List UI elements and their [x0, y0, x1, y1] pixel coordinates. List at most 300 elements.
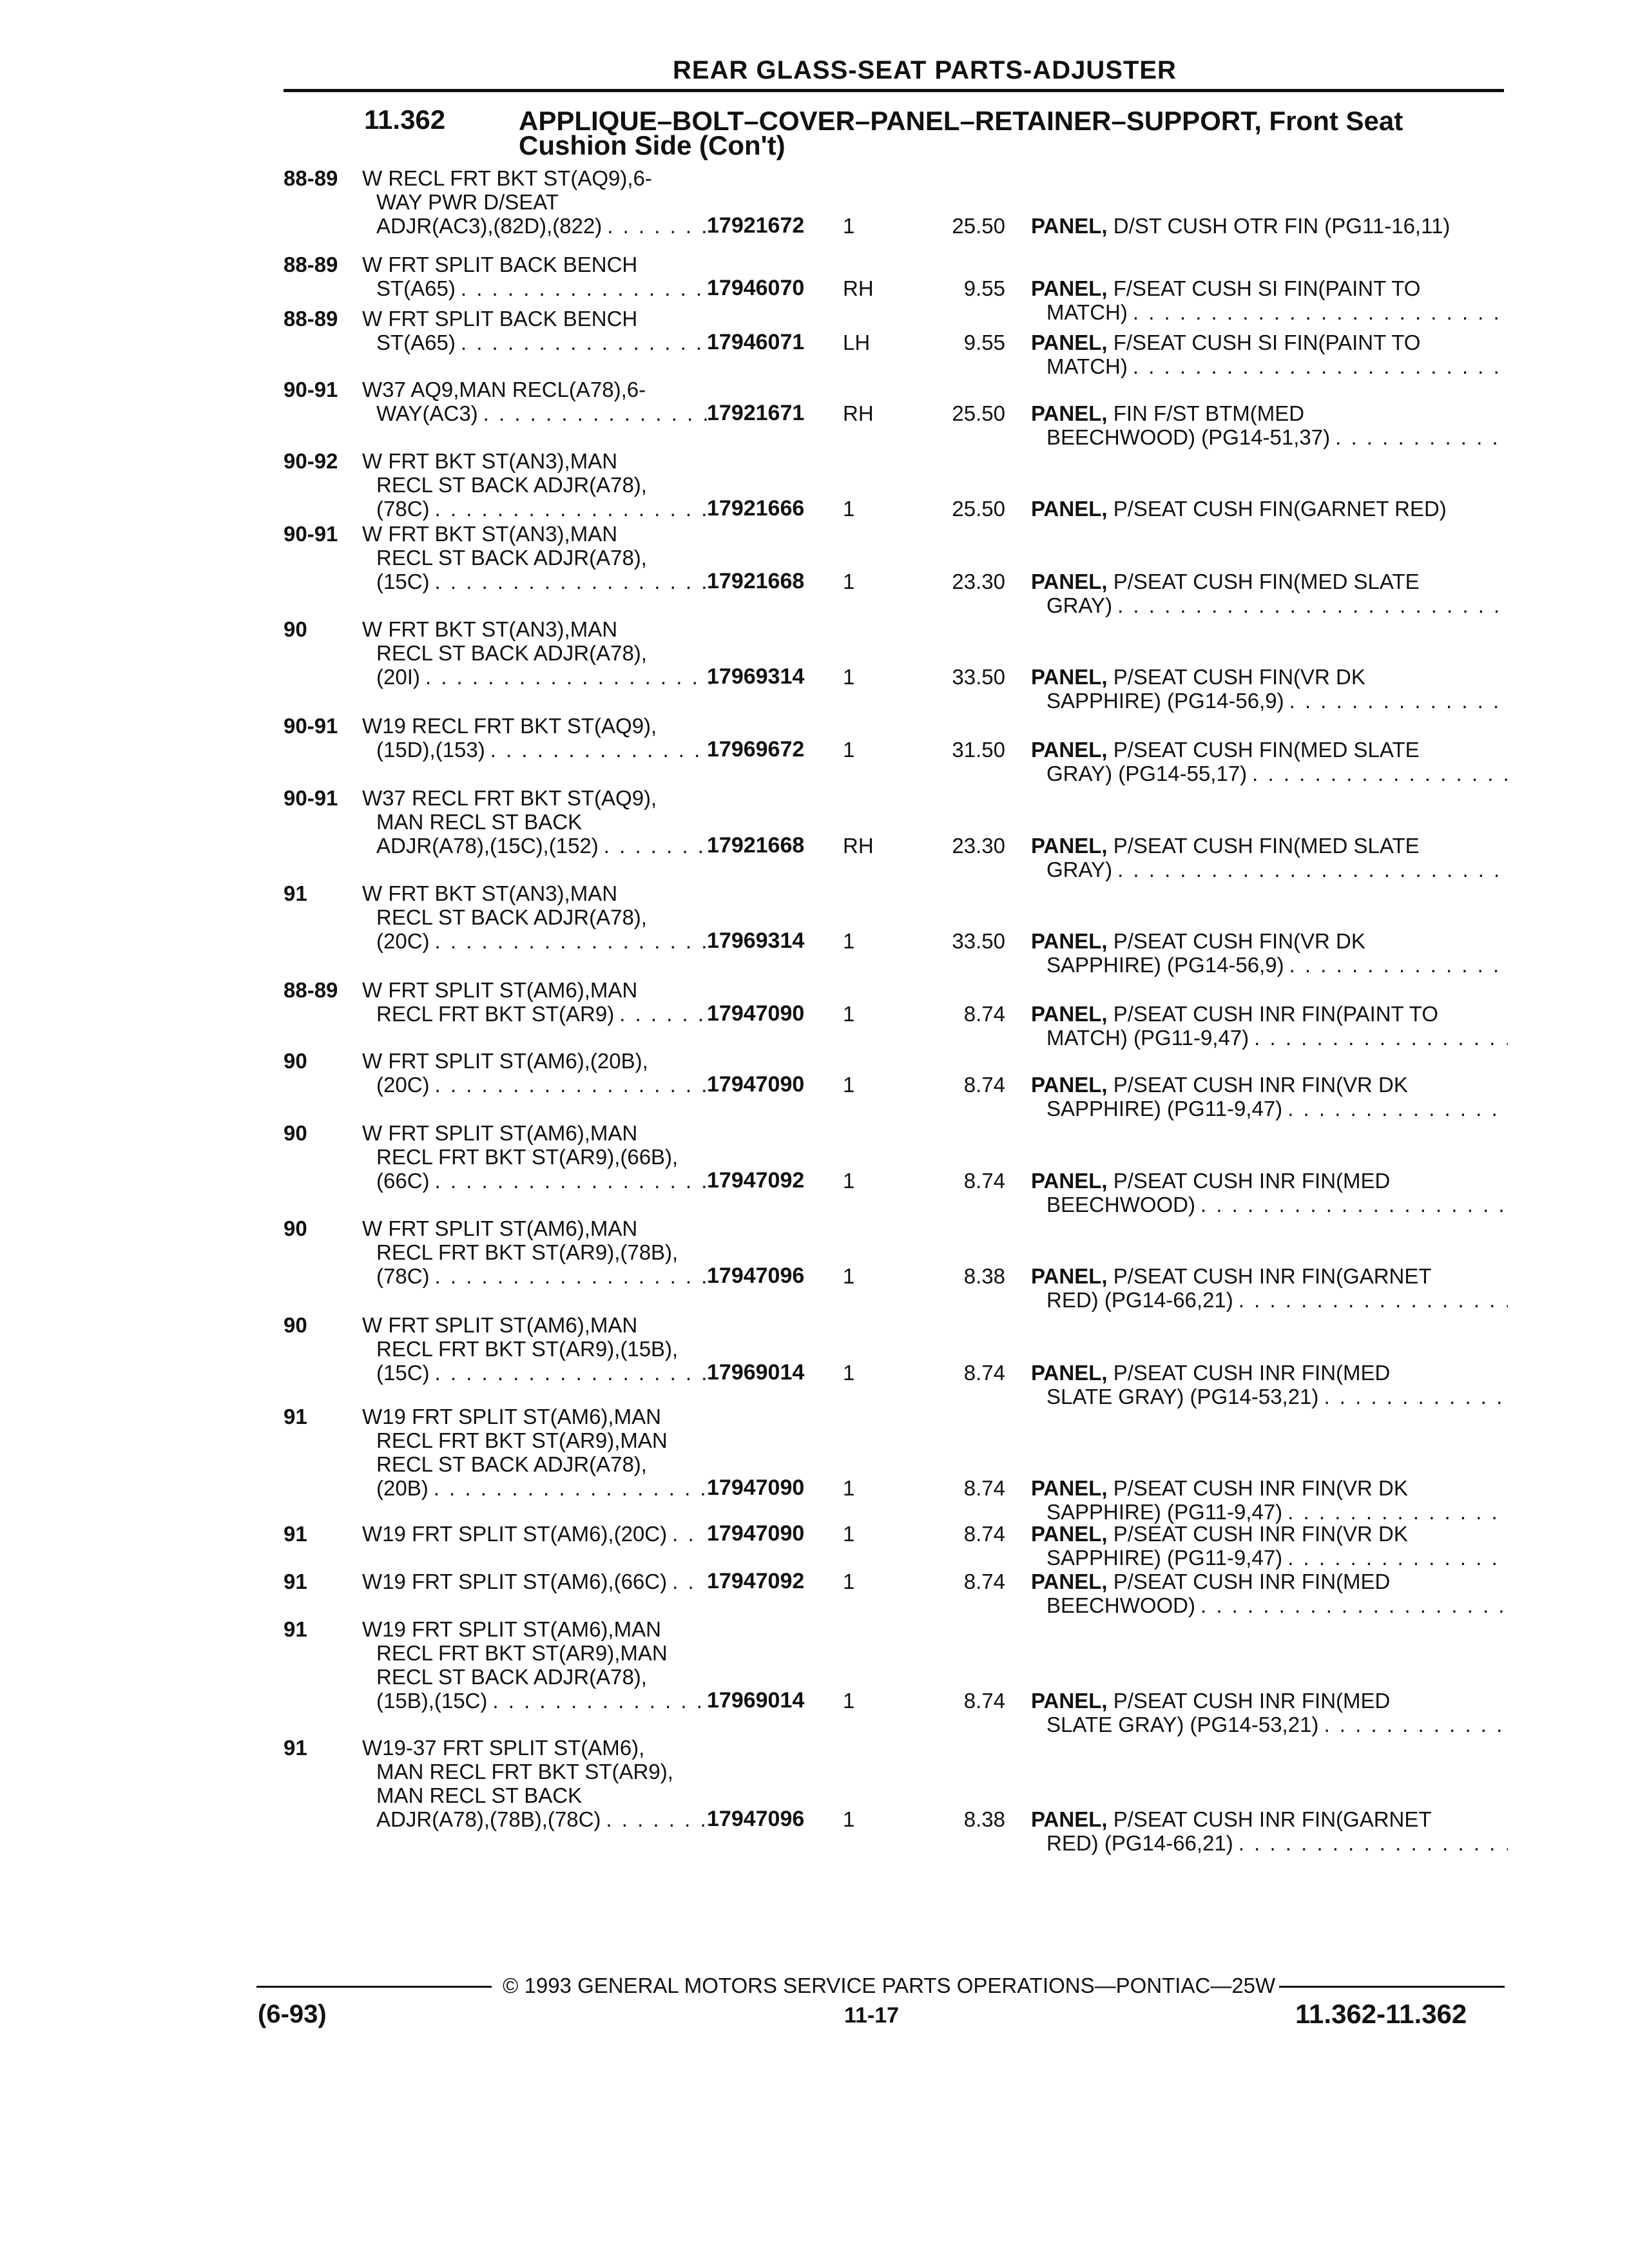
part-name-keyword: PANEL, [1031, 497, 1108, 521]
entry-years: 90-91 [284, 786, 338, 810]
entry-years: 90 [284, 617, 307, 641]
entry-years: 88-89 [284, 978, 338, 1002]
part-name-keyword: PANEL, [1031, 834, 1108, 858]
entry-years: 90-91 [284, 522, 338, 546]
quantity: 1 [843, 570, 855, 593]
part-name-text: SAPPHIRE) (PG14-56,9) [1046, 689, 1284, 713]
part-name-line [1031, 1831, 1508, 1855]
description-text: ST(A65) [376, 276, 456, 300]
dot-leader [1239, 1831, 1508, 1855]
part-name-text: F/SEAT CUSH SI FIN(PAINT TO [1113, 276, 1421, 300]
entry-years: 90-92 [284, 449, 338, 473]
part-name [1031, 1570, 1508, 1617]
part-name [1031, 929, 1508, 977]
entry-description [362, 1570, 697, 1593]
quantity: 1 [843, 1169, 855, 1193]
section-title-continued: Cushion Side (Con't) [519, 130, 786, 160]
part-name-text: RED) (PG14-66,21) [1046, 1831, 1233, 1855]
section-number: 11.362 [364, 104, 446, 135]
description-line [362, 1476, 711, 1500]
part-name [1031, 401, 1508, 449]
part-name-keyword: PANEL, [1031, 1476, 1108, 1500]
price: 8.74 [963, 1570, 1005, 1593]
part-name-keyword: PANEL, [1031, 1002, 1108, 1026]
dot-leader [1289, 953, 1508, 977]
dot-leader [483, 401, 711, 425]
description-line: W FRT SPLIT ST(AM6),MAN [362, 978, 638, 1002]
price: 25.50 [952, 214, 1005, 238]
price: 25.50 [952, 401, 1005, 425]
description-text: W19 FRT SPLIT ST(AM6),(20C) [362, 1522, 668, 1546]
dot-leader [1133, 300, 1508, 324]
part-name-keyword: PANEL, [1031, 738, 1108, 762]
description-line: W FRT BKT ST(AN3),MAN [362, 617, 618, 641]
entry-description [362, 978, 697, 1026]
entry-description [362, 786, 697, 858]
footer-rule-right [1279, 1986, 1505, 1988]
dot-leader [1254, 1026, 1508, 1050]
part-name-line [1031, 1807, 1508, 1831]
description-line: RECL ST BACK ADJR(A78), [376, 473, 647, 497]
description-line: W FRT SPLIT ST(AM6),MAN [362, 1313, 638, 1337]
part-name-text: P/SEAT CUSH INR FIN(PAINT TO [1113, 1002, 1438, 1026]
quantity: 1 [843, 665, 855, 689]
description-line: W FRT BKT ST(AN3),MAN [362, 449, 618, 473]
quantity: 1 [843, 497, 855, 521]
part-name-text: GRAY) [1046, 593, 1113, 617]
description-text: (20I) [376, 665, 420, 689]
part-name-line [1031, 1713, 1508, 1736]
part-name-text: D/ST CUSH OTR FIN (PG11-16,11) [1113, 214, 1451, 238]
part-name-line [1031, 1002, 1508, 1026]
description-line [362, 1361, 711, 1385]
dot-leader [1200, 1593, 1508, 1617]
part-name-keyword: PANEL, [1031, 570, 1108, 593]
part-name-line [1031, 497, 1508, 521]
description-line: W FRT SPLIT BACK BENCH [362, 253, 638, 276]
part-name-keyword: PANEL, [1031, 1073, 1108, 1097]
description-line: RECL FRT BKT ST(AR9),MAN [376, 1428, 668, 1452]
description-text: ST(A65) [376, 331, 456, 354]
part-name [1031, 1522, 1508, 1570]
entry-years: 91 [284, 1522, 307, 1546]
description-line: W FRT BKT ST(AN3),MAN [362, 881, 618, 905]
entry-years: 91 [284, 1617, 307, 1641]
header-rule [284, 89, 1504, 92]
description-line: RECL FRT BKT ST(AR9),(78B), [376, 1240, 679, 1264]
price: 8.74 [963, 1689, 1005, 1713]
part-name [1031, 1807, 1508, 1855]
quantity: 1 [843, 1264, 855, 1288]
dot-leader [1324, 1713, 1508, 1736]
part-name-text: P/SEAT CUSH INR FIN(GARNET [1113, 1807, 1432, 1831]
part-name-line [1031, 354, 1508, 378]
part-name-line [1031, 1097, 1508, 1120]
quantity: 1 [843, 1073, 855, 1097]
part-name-line [1031, 1073, 1508, 1097]
entry-description [362, 1049, 697, 1097]
part-name [1031, 570, 1508, 617]
description-line [362, 1522, 697, 1546]
part-number: 17969314 [707, 664, 805, 689]
description-text: (15C) [376, 1361, 430, 1385]
description-text: (15C) [376, 570, 430, 593]
part-name-line [1031, 858, 1508, 881]
price: 8.38 [963, 1264, 1005, 1288]
part-name-line [1031, 1500, 1508, 1524]
quantity: RH [843, 276, 874, 300]
part-name [1031, 1361, 1508, 1408]
description-text: ADJR(A78),(78B),(78C) [376, 1807, 601, 1831]
description-line: MAN RECL ST BACK [376, 810, 583, 834]
part-name [1031, 834, 1508, 881]
price: 8.74 [963, 1002, 1005, 1026]
price: 8.74 [963, 1361, 1005, 1385]
dot-leader [492, 1689, 711, 1713]
dot-leader [1287, 1500, 1508, 1524]
entry-description [362, 253, 697, 300]
quantity: 1 [843, 1522, 855, 1546]
dot-leader [672, 1570, 697, 1593]
part-name-line [1031, 1570, 1508, 1593]
description-text: W19 FRT SPLIT ST(AM6),(66C) [362, 1570, 668, 1593]
part-name-keyword: PANEL, [1031, 1570, 1108, 1593]
description-text: (66C) [376, 1169, 430, 1193]
dot-leader [604, 834, 711, 858]
part-name-text: SAPPHIRE) (PG14-56,9) [1046, 953, 1284, 977]
entry-description [362, 617, 697, 689]
part-name-text: P/SEAT CUSH INR FIN(VR DK [1113, 1522, 1408, 1546]
description-line [362, 331, 711, 354]
part-number: 17921668 [707, 833, 805, 858]
dot-leader [672, 1522, 697, 1546]
part-number: 17947092 [707, 1168, 805, 1193]
description-line [362, 929, 711, 953]
part-name-keyword: PANEL, [1031, 401, 1108, 425]
description-line: W19-37 FRT SPLIT ST(AM6), [362, 1736, 645, 1760]
part-name-line [1031, 1193, 1508, 1216]
part-name-line [1031, 665, 1508, 689]
part-name-keyword: PANEL, [1031, 214, 1108, 238]
entry-description [362, 1313, 697, 1385]
part-name-text: GRAY) [1046, 858, 1113, 881]
part-name-keyword: PANEL, [1031, 331, 1108, 354]
part-name-keyword: PANEL, [1031, 1689, 1108, 1713]
part-name [1031, 276, 1508, 324]
price: 8.38 [963, 1807, 1005, 1831]
quantity: RH [843, 834, 874, 858]
entry-description [362, 1617, 697, 1713]
part-name-keyword: PANEL, [1031, 929, 1108, 953]
dot-leader [619, 1002, 711, 1026]
footer-section-range: 11.362-11.362 [1295, 1999, 1467, 2029]
part-number: 17947090 [707, 1475, 805, 1500]
description-line [362, 214, 711, 238]
description-line: RECL ST BACK ADJR(A78), [376, 1665, 647, 1689]
description-text: WAY(AC3) [376, 401, 478, 425]
part-name-line [1031, 214, 1508, 238]
part-name [1031, 497, 1508, 521]
part-name-text: BEECHWOOD) [1046, 1193, 1195, 1216]
part-name-line [1031, 738, 1508, 762]
part-number: 17947096 [707, 1264, 805, 1288]
description-line [362, 1002, 711, 1026]
price: 8.74 [963, 1476, 1005, 1500]
description-line: W FRT SPLIT ST(AM6),(20B), [362, 1049, 648, 1073]
part-number: 17969014 [707, 1688, 805, 1713]
description-line [362, 1689, 711, 1713]
part-name [1031, 1476, 1508, 1524]
part-name-text: SAPPHIRE) (PG11-9,47) [1046, 1546, 1283, 1570]
entry-years: 90 [284, 1049, 307, 1073]
description-line: RECL ST BACK ADJR(A78), [376, 546, 647, 570]
description-line: W19 FRT SPLIT ST(AM6),MAN [362, 1405, 661, 1428]
dot-leader [435, 929, 711, 953]
dot-leader [435, 570, 711, 593]
part-number: 17921666 [707, 496, 805, 521]
entry-description [362, 1736, 697, 1831]
part-name-line [1031, 1288, 1508, 1312]
part-name-line [1031, 401, 1508, 425]
dot-leader [435, 1361, 711, 1385]
entry-description [362, 1405, 697, 1500]
part-name-line [1031, 1264, 1508, 1288]
part-number: 17947096 [707, 1807, 805, 1831]
part-number: 17947090 [707, 1001, 805, 1026]
price: 9.55 [963, 276, 1005, 300]
section-title: APPLIQUE–BOLT–COVER–PANEL–RETAINER–SUPPORT, Front Seat [519, 106, 1403, 136]
description-line: RECL ST BACK ADJR(A78), [376, 641, 647, 665]
part-name-text: F/SEAT CUSH SI FIN(PAINT TO [1113, 331, 1421, 354]
description-line [362, 497, 711, 521]
price: 23.30 [952, 834, 1005, 858]
description-text: (20C) [376, 929, 430, 953]
part-name-line [1031, 300, 1508, 324]
description-text: ADJR(A78),(15C),(152) [376, 834, 599, 858]
entry-description [362, 378, 697, 425]
price: 25.50 [952, 497, 1005, 521]
dot-leader [1200, 1193, 1508, 1216]
description-text: (78C) [376, 1264, 430, 1288]
dot-leader [1133, 354, 1508, 378]
entry-description [362, 307, 697, 354]
entry-description [362, 881, 697, 953]
description-line: RECL ST BACK ADJR(A78), [376, 1452, 647, 1476]
part-name-line [1031, 593, 1508, 617]
dot-leader [435, 1169, 711, 1193]
price: 33.50 [952, 665, 1005, 689]
quantity: LH [843, 331, 871, 354]
quantity: 1 [843, 1361, 855, 1385]
price: 9.55 [963, 331, 1005, 354]
dot-leader [490, 738, 711, 762]
entry-years: 90 [284, 1216, 307, 1240]
entry-years: 88-89 [284, 166, 338, 190]
description-text: (78C) [376, 497, 430, 521]
part-name-text: P/SEAT CUSH FIN(MED SLATE [1113, 570, 1420, 593]
entry-description [362, 166, 697, 238]
entry-years: 91 [284, 881, 307, 905]
description-text: (20C) [376, 1073, 430, 1097]
description-line [362, 276, 711, 300]
part-name-text: P/SEAT CUSH INR FIN(MED [1113, 1570, 1391, 1593]
part-name-line [1031, 425, 1508, 449]
description-line: W FRT BKT ST(AN3),MAN [362, 522, 618, 546]
dot-leader [1335, 425, 1508, 449]
part-name-line [1031, 331, 1508, 354]
entry-years: 90-91 [284, 378, 338, 401]
part-name-text: SLATE GRAY) (PG14-53,21) [1046, 1713, 1319, 1736]
part-name-line [1031, 1522, 1508, 1546]
part-number: 17921672 [707, 213, 805, 238]
dot-leader [1324, 1385, 1508, 1408]
dot-leader [461, 331, 711, 354]
part-name-text: P/SEAT CUSH INR FIN(VR DK [1113, 1476, 1408, 1500]
entry-years: 91 [284, 1570, 307, 1593]
entry-description [362, 522, 697, 593]
part-name-text: P/SEAT CUSH INR FIN(GARNET [1113, 1264, 1432, 1288]
dot-leader [1252, 762, 1508, 785]
description-text: ADJR(AC3),(82D),(822) [376, 214, 602, 238]
description-line [362, 834, 711, 858]
description-line: MAN RECL ST BACK [376, 1783, 583, 1807]
dot-leader [425, 665, 711, 689]
part-number: 17969314 [707, 928, 805, 953]
part-name-line [1031, 762, 1508, 785]
part-name-text: BEECHWOOD) [1046, 1593, 1195, 1617]
part-name-keyword: PANEL, [1031, 665, 1108, 689]
footer-date-code: (6-93) [258, 2000, 327, 2028]
dot-leader [435, 1264, 711, 1288]
dot-leader [434, 1476, 711, 1500]
description-line [362, 665, 711, 689]
quantity: 1 [843, 929, 855, 953]
entry-years: 88-89 [284, 307, 338, 331]
dot-leader [1239, 1288, 1508, 1312]
part-name-keyword: PANEL, [1031, 1361, 1108, 1385]
description-line [362, 738, 711, 762]
part-name-text: P/SEAT CUSH FIN(GARNET RED) [1113, 497, 1447, 521]
part-name-line [1031, 1476, 1508, 1500]
part-name [1031, 331, 1508, 378]
part-name-text: P/SEAT CUSH INR FIN(MED [1113, 1689, 1391, 1713]
part-number: 17947090 [707, 1521, 805, 1546]
part-number: 17946071 [707, 330, 805, 354]
part-name-text: RED) (PG14-66,21) [1046, 1288, 1233, 1312]
description-line [362, 1169, 711, 1193]
entry-description [362, 449, 697, 521]
entry-years: 91 [284, 1736, 307, 1760]
part-number: 17946070 [707, 276, 805, 300]
description-line [362, 401, 711, 425]
part-name-text: MATCH) [1046, 354, 1128, 378]
part-name-text: BEECHWOOD) (PG14-51,37) [1046, 425, 1331, 449]
description-line: WAY PWR D/SEAT [376, 190, 559, 214]
quantity: RH [843, 401, 874, 425]
dot-leader [1117, 858, 1508, 881]
part-name-text: P/SEAT CUSH FIN(MED SLATE [1113, 738, 1420, 762]
part-name-text: P/SEAT CUSH FIN(VR DK [1113, 929, 1365, 953]
dot-leader [1287, 1546, 1508, 1570]
description-line: W RECL FRT BKT ST(AQ9),6- [362, 166, 652, 190]
part-name-text: MATCH) (PG11-9,47) [1046, 1026, 1249, 1050]
description-line: W FRT SPLIT ST(AM6),MAN [362, 1216, 638, 1240]
description-line [362, 570, 711, 593]
part-name [1031, 214, 1508, 238]
quantity: 1 [843, 1689, 855, 1713]
description-line [362, 1264, 711, 1288]
part-name-text: SAPPHIRE) (PG11-9,47) [1046, 1500, 1283, 1524]
description-line [362, 1073, 711, 1097]
dot-leader [435, 1073, 711, 1097]
description-line: W37 RECL FRT BKT ST(AQ9), [362, 786, 657, 810]
entry-description [362, 1121, 697, 1193]
part-name-line [1031, 1169, 1508, 1193]
part-name [1031, 1002, 1508, 1050]
dot-leader [1287, 1097, 1508, 1120]
entry-years: 90 [284, 1121, 307, 1145]
description-line: RECL FRT BKT ST(AR9),(15B), [376, 1337, 679, 1361]
description-line: W37 AQ9,MAN RECL(A78),6- [362, 378, 646, 401]
part-name-line [1031, 1385, 1508, 1408]
footer-page-number: 11-17 [844, 2003, 900, 2028]
dot-leader [461, 276, 711, 300]
price: 8.74 [963, 1169, 1005, 1193]
part-name-line [1031, 1689, 1508, 1713]
part-name-line [1031, 834, 1508, 858]
part-name-keyword: PANEL, [1031, 1169, 1108, 1193]
part-number: 17947092 [707, 1569, 805, 1593]
entry-years: 90-91 [284, 714, 338, 738]
quantity: 1 [843, 1476, 855, 1500]
dot-leader [606, 1807, 711, 1831]
part-name-text: GRAY) (PG14-55,17) [1046, 762, 1248, 785]
description-line: W19 RECL FRT BKT ST(AQ9), [362, 714, 657, 738]
part-name-text: FIN F/ST BTM(MED [1113, 401, 1305, 425]
part-name-line [1031, 276, 1508, 300]
part-name-line [1031, 570, 1508, 593]
part-name-line [1031, 1546, 1508, 1570]
part-name-keyword: PANEL, [1031, 1522, 1108, 1546]
entry-years: 90 [284, 1313, 307, 1337]
part-name-keyword: PANEL, [1031, 1264, 1108, 1288]
description-text: (20B) [376, 1476, 429, 1500]
entry-years: 88-89 [284, 253, 338, 276]
quantity: 1 [843, 214, 855, 238]
part-name [1031, 665, 1508, 713]
part-name [1031, 1689, 1508, 1736]
dot-leader [435, 497, 711, 521]
price: 8.74 [963, 1522, 1005, 1546]
entry-description [362, 714, 697, 762]
description-line: RECL ST BACK ADJR(A78), [376, 905, 647, 929]
part-name-text: MATCH) [1046, 300, 1128, 324]
price: 23.30 [952, 570, 1005, 593]
part-name [1031, 1169, 1508, 1216]
part-name [1031, 1264, 1508, 1312]
description-line: RECL FRT BKT ST(AR9),MAN [376, 1641, 668, 1665]
part-name [1031, 1073, 1508, 1120]
description-line: MAN RECL FRT BKT ST(AR9), [376, 1760, 673, 1783]
description-text: (15B),(15C) [376, 1689, 488, 1713]
dot-leader [1289, 689, 1508, 713]
part-name-text: P/SEAT CUSH INR FIN(MED [1113, 1361, 1391, 1385]
part-number: 17921671 [707, 401, 805, 425]
part-name-line [1031, 689, 1508, 713]
page-header-title: REAR GLASS-SEAT PARTS-ADJUSTER [673, 56, 1177, 84]
description-line: RECL FRT BKT ST(AR9),(66B), [376, 1145, 679, 1169]
part-name-keyword: PANEL, [1031, 276, 1108, 300]
